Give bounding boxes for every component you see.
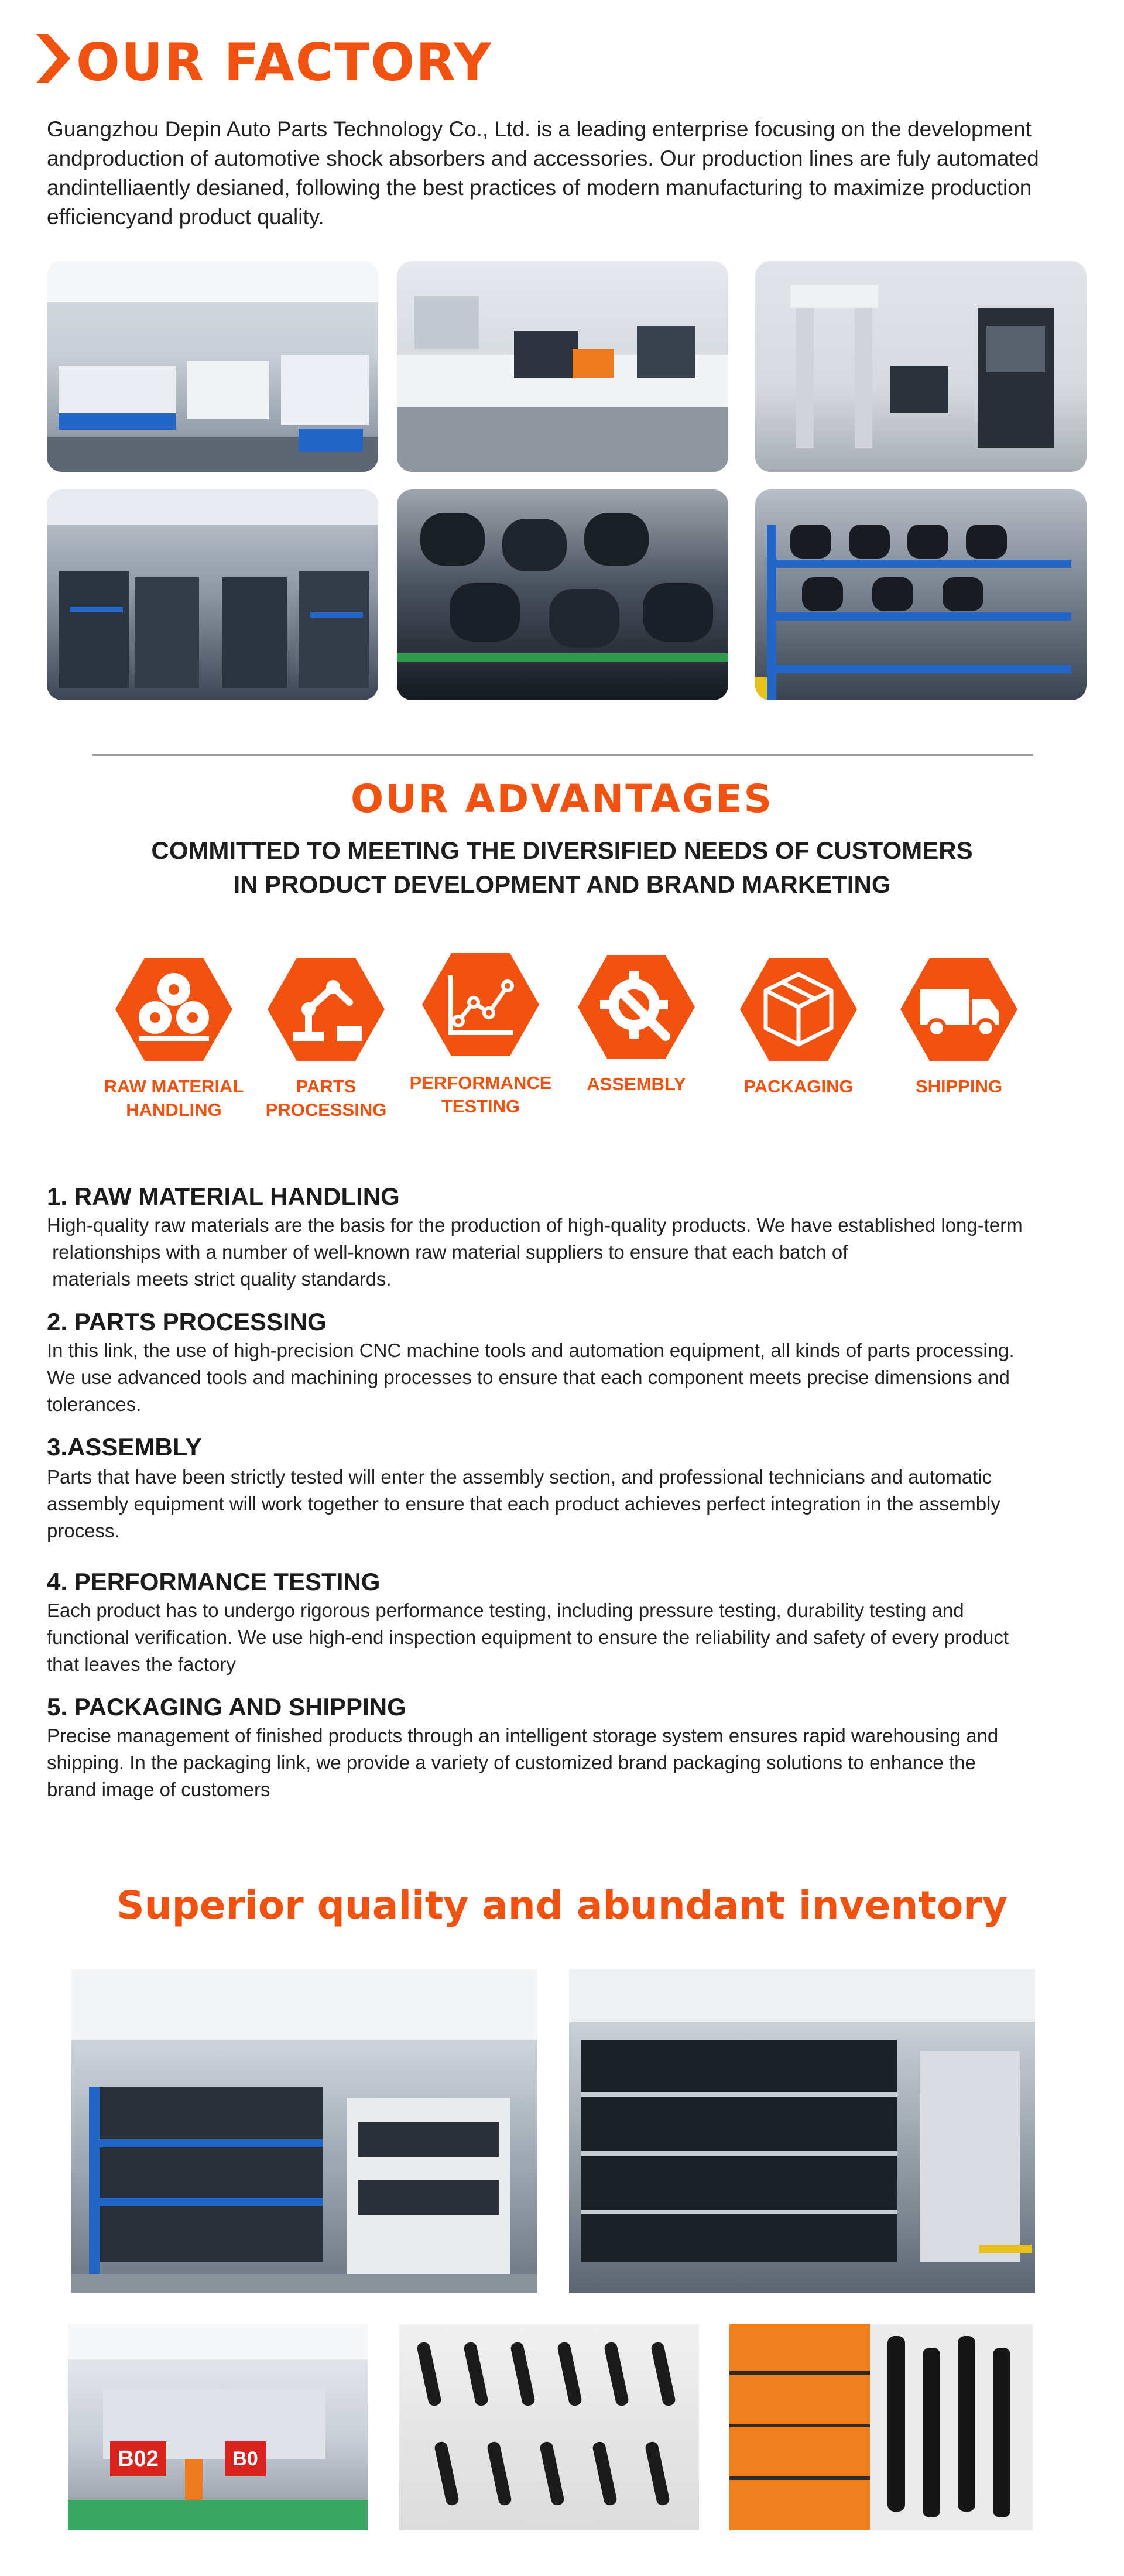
factory-photo-test-machine: [755, 261, 1087, 472]
section-body: Parts that have been strictly tested will enter the assembly section, and professional technicians and automatic assembly equipment will work together to ensure that each product achieves perfect integration in the assembly process.: [47, 1466, 1000, 1542]
icon-label-shipping: SHIPPING: [915, 1076, 1003, 1097]
icon-label-packaging: PACKAGING: [743, 1076, 854, 1097]
section-body: High-quality raw materials are the basis for the production of high-quality products. We have established long-term relationships with a number of well-known raw material suppliers to ensure that each batch of materials meets strict quality standards.: [47, 1214, 1023, 1290]
chevron-right-icon: [36, 30, 70, 87]
section-heading: 2. PARTS PROCESSING: [47, 1308, 327, 1335]
icon-label-performance-testing: PERFORMANCE TESTING: [409, 1073, 552, 1116]
inventory-photo-shock-absorbers: [399, 2324, 699, 2530]
section-body: Precise management of finished products through an intelligent storage system ensures rapid warehousing and shipping. In the packaging link, we provide a variety of customized brand packaging solutions to enhance the brand image of customers: [47, 1725, 999, 1800]
advantages-title: OUR ADVANTAGES: [350, 776, 774, 821]
package-box-icon: [740, 957, 857, 1062]
section-body: Each product has to undergo rigorous performance testing, including pressure testing, durability testing and functional verification. We use high-end inspection equipment to ensure the reliability and safety of every product that leaves the factory: [47, 1599, 1009, 1675]
factory-photo-air-pumps: [397, 489, 728, 700]
gear-wrench-icon: [578, 954, 695, 1060]
factory-photo-racks: [47, 489, 378, 700]
intro-paragraph: Guangzhou Depin Auto Parts Technology Co., Ltd. is a leading enterprise focusing on the development andproduction of automotive shock absorbers and accessories. Our production lines are fuly automated andintelliaently desianed, following the best practices of modern manufacturing to maximize production efficiencyand product quality.: [47, 117, 1039, 229]
sign-b02: B02: [110, 2441, 166, 2476]
factory-photo-blue-shelves: [755, 489, 1087, 700]
inventory-photo-cable-racks: [569, 1969, 1035, 2293]
factory-photo-workshop: [47, 261, 378, 472]
factory-photo-lab: [397, 261, 728, 472]
icon-label-parts-processing: PARTS PROCESSING: [265, 1076, 387, 1120]
sign-b0: B0: [225, 2441, 266, 2476]
section-heading: 3.ASSEMBLY: [47, 1433, 202, 1461]
raw-material-icon: [115, 957, 232, 1062]
advantages-subtitle: COMMITTED TO MEETING THE DIVERSIFIED NEEDS OF CUSTOMERS IN PRODUCT DEVELOPMENT AND BRAND MARKETING: [151, 837, 973, 898]
section-heading: 1. RAW MATERIAL HANDLING: [47, 1183, 400, 1210]
section-heading: 5. PACKAGING AND SHIPPING: [47, 1693, 406, 1721]
truck-icon: [900, 957, 1017, 1062]
inventory-title: Superior quality and abundant inventory: [116, 1883, 1008, 1928]
section-body: In this link, the use of high-precision CNC machine tools and automation equipment, all kinds of parts processing. We use advanced tools and machining processes to ensure that each component meets precise dimensions and tolerances.: [47, 1340, 1015, 1415]
page-title: OUR FACTORY: [76, 32, 492, 93]
inventory-photo-storage-area: [68, 2324, 368, 2530]
section-divider: [92, 754, 1033, 756]
performance-chart-icon: [422, 952, 539, 1057]
inventory-photo-warehouse-carts: [71, 1969, 537, 2293]
section-heading: 4. PERFORMANCE TESTING: [47, 1568, 381, 1595]
robot-arm-icon: [268, 957, 385, 1062]
icon-label-assembly: ASSEMBLY: [587, 1074, 686, 1094]
icon-label-raw-material: RAW MATERIAL HANDLING: [104, 1076, 244, 1120]
inventory-photo-boxed-products: [729, 2324, 1033, 2530]
